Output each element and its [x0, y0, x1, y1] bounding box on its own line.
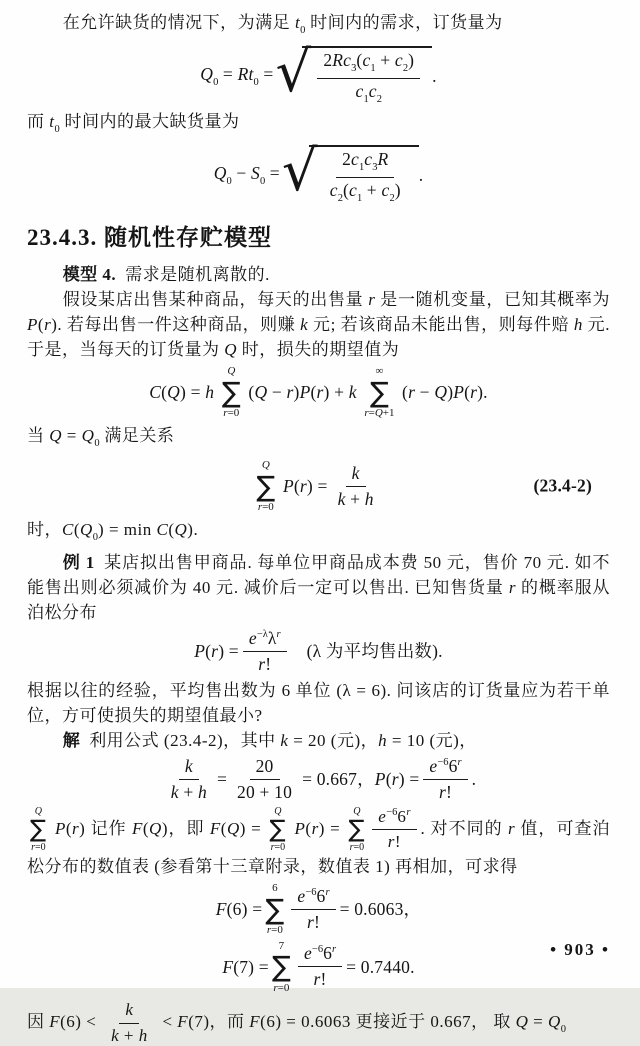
fq-text-c: . 对不同的 r 值，可查泊松分布的数值表 (参看第十三章附录，数值表 1) 再相加，可求得 — [27, 818, 611, 876]
sum-upper-limit: Q — [34, 805, 42, 817]
sum-lower-limit: r=0 — [273, 981, 290, 994]
example-label: 例 1 — [62, 552, 95, 572]
formula-lhs: $Q_0 = Rt_0$ = — [200, 63, 274, 88]
formula-lhs: F(6) = — [215, 898, 263, 919]
paragraph-max-shortage-intro: 而 $t_0$ 时间内的最大缺货量为 — [27, 112, 240, 136]
radical-icon: √ — [281, 139, 318, 205]
formula-tail: . — [471, 768, 477, 789]
sigma-icon: ∑ — [30, 815, 47, 844]
paragraph-problem-setup: 假设某店出售某种商品，每天的出售量 r 是一随机变量，已知其概率为 P(r). 若每出售一件这种商品，则赚 k 元; 若该商品未能出售，则每件赔 h 元. 于是，当每天的订货量为 Q 时，损失的期望值为 — [27, 290, 611, 360]
sigma-icon: ∑ — [256, 469, 276, 503]
formula-mid: (Q − r)P(r) + k — [243, 382, 357, 403]
sum-operator — [256, 459, 275, 514]
fraction — [332, 463, 380, 510]
paragraph-experience: 根据以往的经验，平均售出数为 6 单位 (λ = 6). 问该店的订货量应为若干单位，方可使损失的期望值最小? — [27, 680, 610, 725]
sum-lower-limit: r=0 — [223, 407, 240, 420]
formula-ratio — [27, 756, 610, 803]
fraction — [291, 886, 335, 933]
fraction — [423, 756, 467, 803]
equation-number: (23.4-2) — [533, 476, 592, 496]
formula-lhs: F(7) = — [222, 956, 269, 977]
fraction — [165, 756, 213, 803]
sum-upper-limit: 6 — [272, 881, 278, 894]
page-number: • 903 • — [550, 940, 610, 959]
fraction-denominator: r! — [306, 911, 320, 932]
sigma-icon: ∑ — [369, 376, 389, 410]
example-text: 某店拟出售甲商品. 每单位甲商品成本费 50 元，售价 70 元. 如不能售出则必须减价为 40 元. 减价后一定可以售出. 已知售货量 r 的概率服从泊松分布 — [27, 552, 611, 622]
sum-upper-limit: Q — [353, 805, 361, 817]
formula-lhs: $Q_0 - S_0$ = — [213, 162, 280, 187]
fraction-numerator: k — [179, 756, 199, 780]
section-heading: 23.4.3. 随机性存贮模型 — [27, 225, 272, 251]
fraction-numerator: $e^{-6}6^r$ — [298, 943, 342, 967]
fraction-denominator: k + h — [170, 781, 207, 802]
square-root — [275, 40, 432, 106]
sum-operator — [222, 365, 241, 420]
fraction-numerator: $2Rc_3(c_1 + c_2)$ — [317, 50, 420, 79]
formula-f7-value — [27, 940, 610, 995]
sum-operator — [272, 940, 291, 995]
formula-mid: = 0.667，P(r) = — [302, 768, 420, 789]
sum-operator — [349, 806, 366, 854]
fraction — [317, 50, 420, 106]
formula-expected-loss — [27, 365, 610, 420]
square-root — [281, 139, 419, 205]
paragraph-conclusion — [27, 1000, 610, 1046]
sum-operator — [270, 806, 287, 854]
formula-mid: = — [216, 768, 228, 789]
formula-tail: . — [432, 65, 437, 86]
fraction-denominator: r! — [313, 969, 327, 990]
sum-operator — [30, 806, 47, 854]
paragraph-model4 — [27, 262, 610, 287]
fraction-denominator: $c_2(c_1 + c_2)$ — [329, 179, 401, 204]
sigma-icon: ∑ — [265, 892, 285, 926]
sigma-icon: ∑ — [269, 815, 287, 844]
fraction — [372, 807, 416, 853]
solution-text: 利用公式 (23.4-2)，其中 k = 20 (元)，h = 10 (元)， — [89, 730, 477, 750]
fraction — [231, 756, 298, 803]
sum-lower-limit: r=0 — [31, 842, 46, 854]
sigma-icon: ∑ — [221, 376, 241, 410]
fraction-numerator: $e^{-6}6^r$ — [291, 886, 335, 910]
sigma-icon: ∑ — [348, 815, 366, 844]
fq-text-b: P(r) = — [294, 818, 346, 838]
model-label: 模型 4. — [62, 265, 117, 285]
formula-note: (λ 为平均售出数). — [306, 640, 443, 661]
formula-lhs: P(r) = — [194, 640, 239, 661]
radical-icon: √ — [275, 40, 312, 106]
paragraph-example1 — [27, 550, 610, 625]
formula-tail: = 0.6063， — [339, 898, 422, 919]
sum-operator — [364, 365, 394, 420]
fraction-numerator: $2c_1c_3R$ — [336, 149, 394, 178]
fraction-denominator: k + h — [337, 488, 374, 509]
fraction — [243, 628, 287, 675]
sum-upper-limit: Q — [274, 805, 282, 817]
formula-tail: . — [418, 164, 424, 185]
fraction — [324, 149, 407, 205]
fraction — [105, 1000, 154, 1046]
fraction — [298, 943, 342, 990]
formula-mid: P(r) = — [282, 476, 328, 496]
fraction-numerator: 20 — [250, 756, 280, 780]
formula-tail: = 0.7440. — [346, 956, 415, 977]
formula-max-shortage — [27, 139, 610, 205]
formula-optimality-condition — [27, 459, 610, 514]
sum-upper-limit: 7 — [278, 939, 285, 952]
fq-text-a: P(r) 记作 F(Q)，即 F(Q) = — [54, 818, 267, 838]
fraction-denominator: k + h — [111, 1025, 148, 1045]
fraction-denominator: 20 + 10 — [237, 781, 293, 802]
sum-upper-limit: Q — [261, 459, 270, 472]
paragraph-min-conclusion: 时，$C(Q_0) = \min C(Q)$. — [27, 519, 199, 543]
formula-lhs: C(Q) = h — [149, 382, 215, 403]
fraction-denominator: r! — [258, 653, 272, 674]
sum-lower-limit: r=0 — [257, 501, 274, 514]
fraction-numerator: $e^{-6}6^r$ — [423, 756, 467, 780]
paragraph-fq-definition — [27, 806, 610, 879]
fraction-numerator: $e^{-6}6^r$ — [372, 807, 416, 830]
solution-label: 解 — [62, 730, 81, 750]
conclusion-text-b: < F(7)，而 F(6) = 0.6063 更接近于 0.667， 取 $Q = Q_0$ — [157, 1012, 566, 1036]
sum-upper-limit: Q — [227, 365, 236, 378]
paragraph-shortage-intro: 在允许缺货的情况下，为满足 $t_0$ 时间内的需求，订货量为 — [62, 13, 503, 36]
sum-lower-limit: r=0 — [270, 842, 286, 854]
fraction-numerator: k — [119, 1000, 139, 1023]
radicand — [302, 46, 432, 106]
fraction-denominator: r! — [387, 832, 401, 852]
formula-f6-value — [27, 882, 610, 937]
sum-upper-limit: ∞ — [375, 365, 384, 378]
radicand — [309, 145, 419, 205]
sum-lower-limit: r=0 — [349, 842, 365, 854]
fraction-denominator: $c_1c_2$ — [355, 80, 382, 105]
paragraph-when-q0: 当 $Q = Q_0$ 满足关系 — [27, 426, 175, 450]
fraction-denominator: r! — [438, 781, 453, 802]
sum-lower-limit: r=0 — [266, 923, 283, 936]
paragraph-solution — [27, 728, 610, 753]
sigma-icon: ∑ — [271, 950, 291, 984]
formula-tail: (r − Q)P(r). — [397, 382, 488, 403]
model-text: 需求是随机离散的. — [125, 265, 270, 285]
formula-poisson — [27, 628, 610, 675]
sum-operator — [265, 882, 284, 937]
fraction-numerator: k — [346, 463, 366, 487]
formula-order-quantity — [27, 40, 610, 106]
conclusion-text-a: 因 F(6) < — [27, 1012, 102, 1032]
sum-lower-limit: r=Q+1 — [364, 407, 395, 420]
fraction-numerator: $e^{-\lambda}\lambda^r$ — [243, 628, 287, 652]
